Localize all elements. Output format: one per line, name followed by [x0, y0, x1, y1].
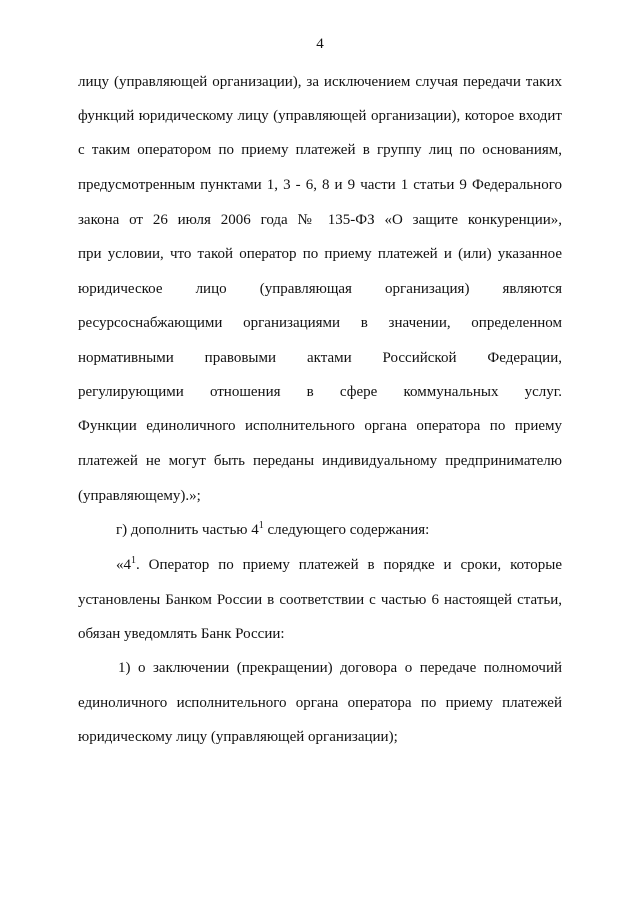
- superscript: 1: [258, 520, 264, 531]
- subparagraph-g-text: г) дополнить частью 4: [116, 522, 259, 538]
- text-line: установлены Банком России в соответствии с частью 6 настоящей статьи,: [78, 592, 562, 608]
- text-line: лицу (управляющей организации), за исключением случая передачи таких: [78, 74, 562, 90]
- list-item-1-line: 1) о заключении (прекращении) договора о передаче полномочий: [118, 660, 562, 676]
- superscript: 1: [131, 555, 136, 566]
- text-line: с таким оператором по приему платежей в группу лиц по основаниям,: [78, 142, 562, 158]
- subparagraph-g: [116, 520, 562, 542]
- text-line: Функции единоличного исполнительного органа оператора по приему: [78, 418, 562, 434]
- part-4-1-number: «4: [116, 557, 131, 573]
- text-line: (управляющему).»;: [78, 488, 201, 504]
- text-line: регулирующими отношения в сфере коммунальных услуг.: [78, 384, 562, 400]
- page-number: 4: [316, 36, 324, 52]
- text-line: нормативными правовыми актами Российской Федерации,: [78, 350, 562, 366]
- part-4-1-text: . Оператор по приему платежей в порядке и сроки, которые: [136, 557, 562, 573]
- text-line: функций юридическому лицу (управляющей организации), которое входит: [78, 108, 562, 124]
- text-line: платежей не могут быть переданы индивидуальному предпринимателю: [78, 453, 562, 469]
- text-line: закона от 26 июля 2006 года № 135-ФЗ «О защите конкуренции»,: [78, 212, 562, 228]
- text-line: предусмотренным пунктами 1, 3 - 6, 8 и 9 части 1 статьи 9 Федерального: [78, 177, 562, 193]
- subparagraph-g-text-end: следующего содержания:: [263, 522, 430, 538]
- part-4-1-line: [116, 555, 562, 577]
- text-line: юридическому лицу (управляющей организации);: [78, 729, 398, 745]
- text-line: ресурсоснабжающими организациями в значении, определенном: [78, 315, 562, 331]
- text-line: обязан уведомлять Банк России:: [78, 626, 285, 642]
- text-line: юридическое лицо (управляющая организация) являются: [78, 281, 562, 297]
- text-line: при условии, что такой оператор по приему платежей и (или) указанное: [78, 246, 562, 262]
- text-line: единоличного исполнительного органа оператора по приему платежей: [78, 695, 562, 711]
